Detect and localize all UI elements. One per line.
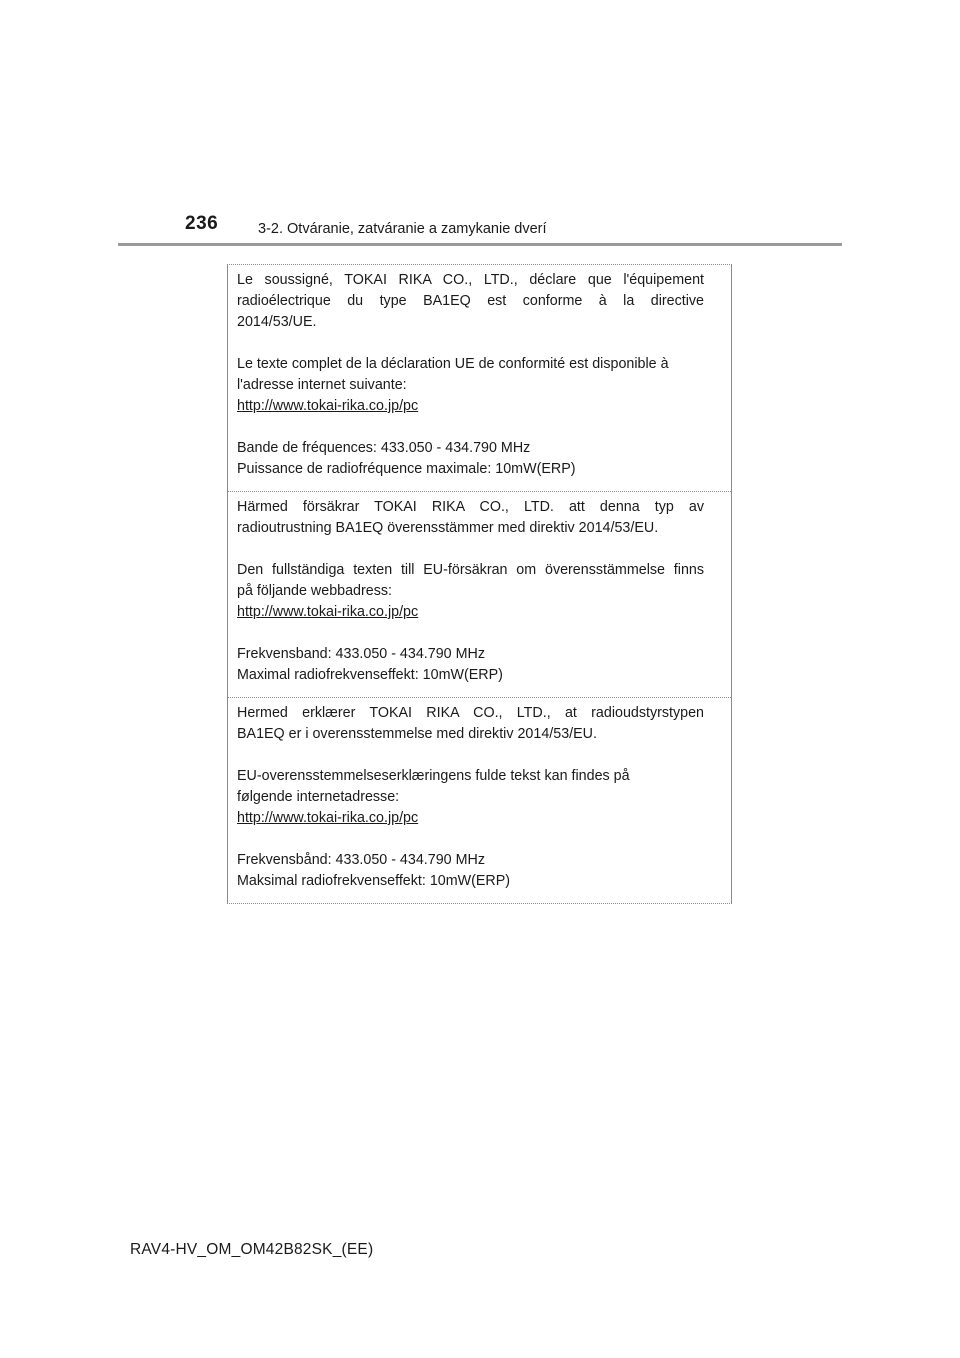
statement-line: 2014/53/UE. [237,314,317,330]
fulltext-line: Den fullständiga texten till EU-försäkran om överensstämmelse finns [237,562,704,578]
max-power: Maximal radiofrekvenseffekt: 10mW(ERP) [237,667,503,683]
fulltext-availability [237,354,704,417]
declaration-box [227,264,732,904]
statement-line: Le soussigné, TOKAI RIKA CO., LTD., déclare que l'équipement [237,272,704,288]
declaration-url-link[interactable]: http://www.tokai-rika.co.jp/pc [237,398,419,414]
statement-line: BA1EQ er i overensstemmelse med direktiv 2014/53/EU. [237,726,597,742]
frequency-band: Frekvensband: 433.050 - 434.790 MHz [237,646,485,662]
statement-line: Hermed erklærer TOKAI RIKA CO., LTD., at radioudstyrstypen [237,705,704,721]
declaration-section-danish [228,697,731,903]
max-power: Maksimal radiofrekvenseffekt: 10mW(ERP) [237,873,511,889]
declaration-section-swedish [228,491,731,697]
radio-specs [237,644,704,686]
frequency-band: Frekvensbånd: 433.050 - 434.790 MHz [237,852,485,868]
radio-specs [237,850,704,892]
declaration-url-link[interactable]: http://www.tokai-rika.co.jp/pc [237,604,419,620]
fulltext-line: på följande webbadress: [237,583,392,599]
statement-line: Härmed försäkrar TOKAI RIKA CO., LTD. att denna typ av [237,499,704,515]
page-number: 236 [185,213,219,234]
statement-line: radioélectrique du type BA1EQ est conforme à la directive [237,293,704,309]
fulltext-availability [237,766,704,829]
fulltext-line: følgende internetadresse: [237,789,400,805]
radio-specs [237,438,704,480]
frequency-band: Bande de fréquences: 433.050 - 434.790 MHz [237,440,531,456]
declaration-url-link[interactable]: http://www.tokai-rika.co.jp/pc [237,810,419,826]
conformity-statement [237,497,704,539]
statement-line: radioutrustning BA1EQ överensstämmer med direktiv 2014/53/EU. [237,520,659,536]
section-title: 3-2. Otváranie, zatváranie a zamykanie dverí [258,221,547,237]
fulltext-line: EU-overensstemmelseserklæringens fulde tekst kan findes på [237,768,630,784]
max-power: Puissance de radiofréquence maximale: 10mW(ERP) [237,461,576,477]
conformity-statement [237,703,704,745]
fulltext-line: Le texte complet de la déclaration UE de conformité est disponible à [237,356,669,372]
fulltext-availability [237,560,704,623]
conformity-statement [237,270,704,333]
fulltext-line: l'adresse internet suivante: [237,377,407,393]
header-rule [118,243,842,246]
document-code: RAV4-HV_OM_OM42B82SK_(EE) [130,1241,374,1258]
declaration-section-french [228,265,731,491]
